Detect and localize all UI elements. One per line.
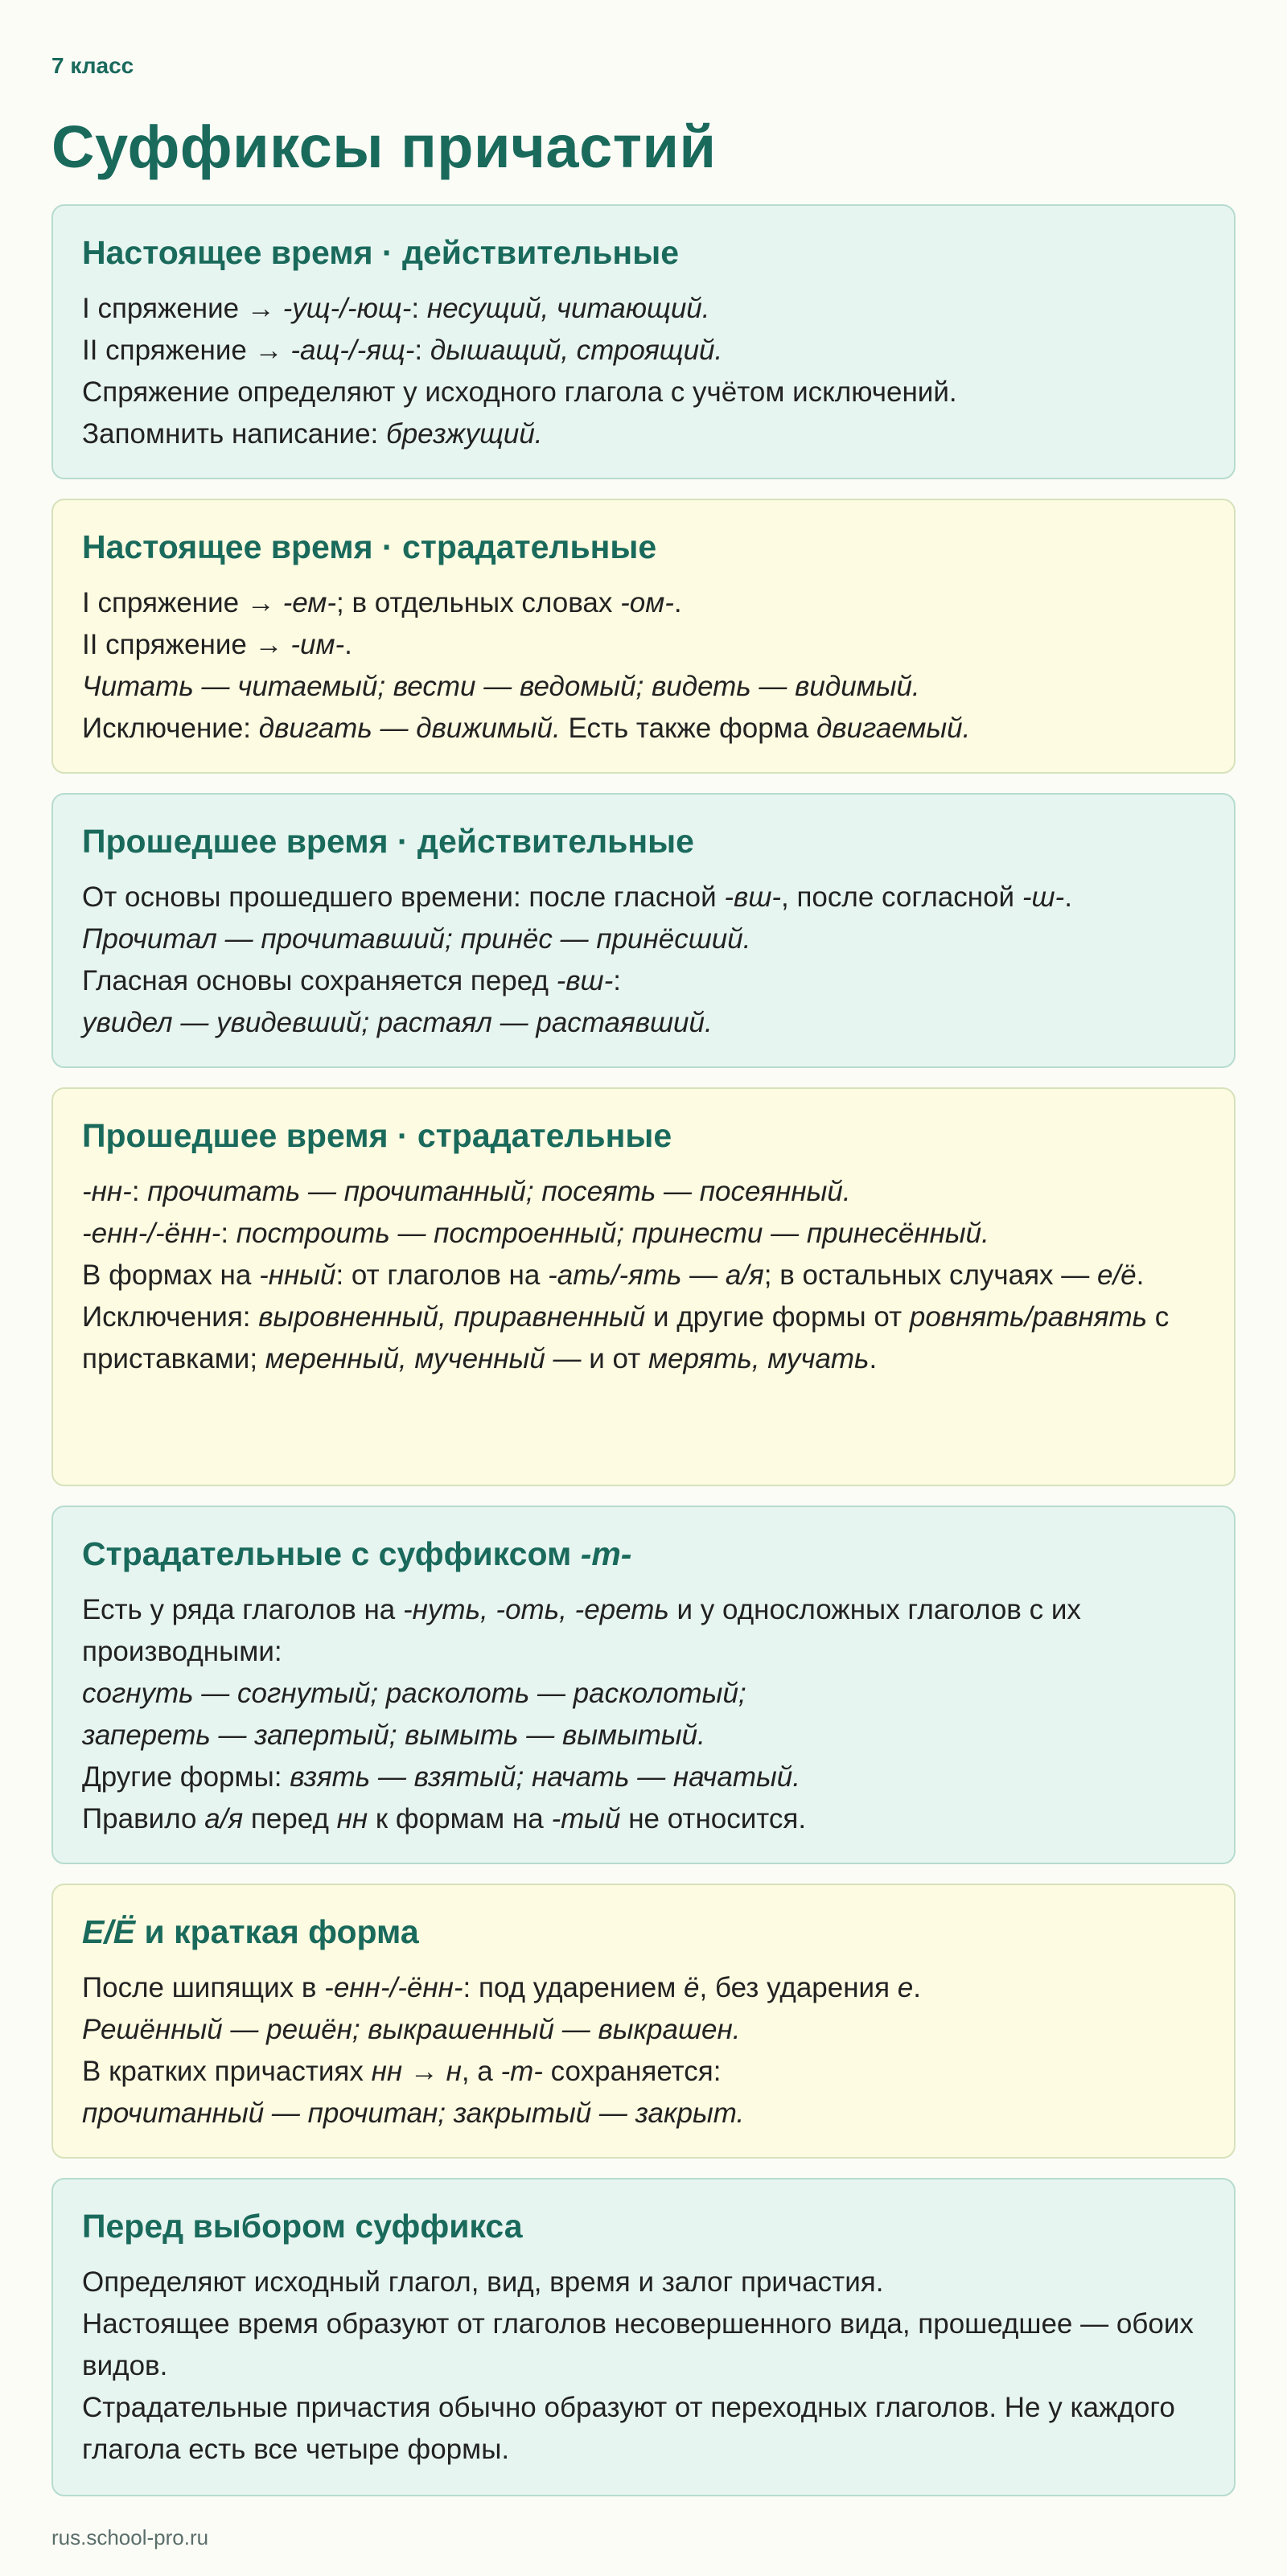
card-title [82, 1111, 1205, 1160]
italic-text: выровненный, приравненный [258, 1301, 646, 1333]
italic-text: мерять, мучать [648, 1343, 870, 1374]
italic-text: -вш- [556, 965, 614, 996]
italic-text: -т- [500, 2056, 543, 2087]
italic-text: -ом- [620, 587, 674, 618]
text-run: ; в отдельных словах [336, 587, 621, 618]
text-run: Страдательные с суффиксом [82, 1535, 581, 1572]
italic-text: согнуть — согнутый; расколоть — расколотый; [82, 1678, 746, 1709]
card-title [82, 523, 1205, 571]
text-line [82, 1296, 1205, 1380]
italic-text: Прочитал — прочитавший; принёс — принёсший. [82, 923, 751, 955]
text-run: II спряжение → [82, 335, 291, 366]
italic-text: а/я [725, 1259, 764, 1291]
italic-text: -ащ-/-ящ- [290, 335, 415, 366]
italic-text: -нуть, -оть, -ереть [403, 1594, 669, 1625]
card-present-passive [51, 499, 1236, 774]
italic-text: несущий, читающий. [426, 293, 710, 324]
text-line [82, 624, 1205, 666]
text-run: Настоящее время · страдательные [82, 528, 657, 565]
italic-text: двигаемый. [816, 713, 971, 744]
text-run: , а [461, 2056, 501, 2087]
text-run: Есть у ряда глаголов на [82, 1594, 403, 1625]
text-line [82, 2262, 1205, 2303]
text-line [82, 1756, 1205, 1798]
footer-source: rus.school-pro.ru [51, 2525, 209, 2549]
italic-text: Е/Ё [82, 1913, 136, 1950]
card-text [82, 877, 1205, 1044]
text-run: и у односложных глаголов с их производными: [82, 1594, 1081, 1667]
italic-text: е [897, 1972, 914, 2003]
text-run: : [411, 293, 427, 324]
text-run: Правило [82, 1803, 205, 1834]
text-run: . [673, 587, 682, 618]
text-line [82, 1673, 1205, 1715]
card-text [82, 288, 1205, 455]
card-text [82, 582, 1205, 750]
text-run: Прошедшее время · действительные [82, 823, 694, 860]
italic-text: е/ё [1096, 1259, 1137, 1291]
text-line [82, 1255, 1205, 1296]
card-text [82, 1589, 1205, 1840]
text-run: , после согласной [781, 881, 1022, 913]
card-suffix-t [51, 1506, 1236, 1864]
card-text [82, 1171, 1205, 1380]
card-before-choosing [51, 2178, 1236, 2496]
text-run: Спряжение определяют у исходного глагола с учётом исключений. [82, 376, 957, 408]
text-run: Исключения: [82, 1301, 259, 1333]
italic-text: прочитать — прочитанный; посеять — посеянный. [147, 1176, 851, 1207]
grade-label: 7 класс [51, 53, 134, 78]
italic-text: меренный, мученный [265, 1343, 545, 1374]
text-line [82, 960, 1205, 1002]
text-run: : [220, 1218, 236, 1249]
italic-text: -ш- [1022, 881, 1065, 913]
text-run: : [613, 965, 621, 996]
text-run: . [1136, 1259, 1145, 1291]
text-run: Есть также форма [560, 713, 816, 744]
card-title [82, 817, 1205, 865]
text-run: перед [243, 1803, 337, 1834]
text-run: Перед выбором суффикса [82, 2208, 523, 2245]
card-title [82, 2202, 1205, 2250]
text-run: не относится. [620, 1803, 807, 1834]
italic-text: -енн-/-ённ- [82, 1218, 221, 1249]
text-run: Прошедшее время · страдательные [82, 1117, 672, 1154]
text-line [82, 1213, 1205, 1255]
italic-text: дышащий, строящий. [430, 335, 723, 366]
card-text [82, 2262, 1205, 2471]
text-line [82, 1171, 1205, 1213]
text-run: — и от [545, 1343, 648, 1374]
text-line [82, 2051, 1205, 2093]
italic-text: -вш- [724, 881, 782, 913]
italic-text: Читать — читаемый; вести — ведомый; видеть — видимый. [82, 671, 920, 702]
text-run: I спряжение → [82, 587, 283, 618]
text-run: Настоящее время образуют от глаголов несовершенного вида, прошедшее — обоих видов. [82, 2308, 1194, 2381]
text-run: После шипящих в [82, 1972, 325, 2003]
text-run: Определяют исходный глагол, вид, время и залог причастия. [82, 2266, 884, 2298]
italic-text: прочитанный — прочитан; закрытый — закрыт. [82, 2097, 745, 2129]
card-title [82, 1908, 1205, 1956]
card-title [82, 228, 1205, 277]
card-title [82, 1530, 1205, 1578]
text-run: Страдательные причастия обычно образуют от переходных глаголов. Не у каждого глагола есть все четыре формы. [82, 2392, 1175, 2465]
text-line [82, 2387, 1205, 2471]
text-run: Исключение: [82, 713, 259, 744]
text-run: От основы прошедшего времени: после гласной [82, 881, 725, 913]
text-run: — [681, 1259, 726, 1291]
italic-text: нн [336, 1803, 368, 1834]
text-run: В формах на [82, 1259, 260, 1291]
italic-text: брезжущий. [386, 418, 543, 450]
italic-text: нн → н [371, 2056, 462, 2087]
italic-text: запереть — запертый; вымыть — вымытый. [82, 1719, 705, 1751]
italic-text: -им- [290, 629, 345, 660]
text-line [82, 1715, 1205, 1756]
text-run: II спряжение → [82, 629, 291, 660]
italic-text: -нн- [82, 1176, 132, 1207]
text-run: . [869, 1343, 878, 1374]
text-line [82, 582, 1205, 624]
card-past-passive [51, 1087, 1236, 1486]
text-line [82, 1589, 1205, 1673]
text-run: и краткая форма [135, 1913, 419, 1950]
text-line [82, 372, 1205, 413]
text-line [82, 288, 1205, 330]
italic-text: -тый [551, 1803, 621, 1834]
card-past-active [51, 793, 1236, 1068]
italic-text: -т- [580, 1535, 632, 1572]
text-run: Гласная основы сохраняется перед [82, 965, 557, 996]
text-run: Настоящее время · действительные [82, 234, 680, 271]
text-line [82, 2009, 1205, 2051]
text-run: : под ударением [463, 1972, 685, 2003]
text-line [82, 413, 1205, 455]
card-present-active [51, 204, 1236, 479]
text-line [82, 1798, 1205, 1840]
italic-text: двигать — движимый. [258, 713, 561, 744]
text-run: с приставками; [82, 1301, 1170, 1374]
text-line [82, 330, 1205, 372]
italic-text: -ать/-ять [548, 1259, 682, 1291]
text-run: . [344, 629, 352, 660]
page-title: Суффиксы причастий [51, 113, 717, 180]
text-run: : [414, 335, 430, 366]
italic-text: ё [684, 1972, 700, 2003]
italic-text: Решённый — решён; выкрашенный — выкрашен. [82, 2014, 741, 2045]
text-run: ; в остальных случаях — [763, 1259, 1097, 1291]
italic-text: а/я [204, 1803, 244, 1834]
text-run: Другие формы: [82, 1761, 290, 1793]
card-e-yo-short-form [51, 1884, 1236, 2159]
text-line [82, 2303, 1205, 2387]
text-run: . [913, 1972, 921, 2003]
text-line [82, 2093, 1205, 2134]
text-run: I спряжение → [82, 293, 283, 324]
italic-text: -ем- [282, 587, 336, 618]
text-run: , без ударения [699, 1972, 898, 2003]
text-line [82, 708, 1205, 750]
text-run: сохраняется: [542, 2056, 722, 2087]
italic-text: ровнять/равнять [909, 1301, 1148, 1333]
text-run: к формам на [368, 1803, 552, 1834]
text-run: В кратких причастиях [82, 2056, 372, 2087]
text-run: : от глаголов на [335, 1259, 549, 1291]
italic-text: построить — построенный; принести — принесённый. [236, 1218, 989, 1249]
italic-text: -нный [259, 1259, 336, 1291]
italic-text: -енн-/-ённ- [324, 1972, 463, 2003]
text-run: и другие формы от [645, 1301, 910, 1333]
text-run: . [1064, 881, 1072, 913]
text-run: Запомнить написание: [82, 418, 387, 450]
text-run: : [131, 1176, 148, 1207]
text-line [82, 666, 1205, 708]
card-text [82, 1967, 1205, 2134]
text-line [82, 918, 1205, 960]
text-line [82, 1002, 1205, 1044]
text-line [82, 1967, 1205, 2009]
text-line [82, 877, 1205, 918]
italic-text: -ущ-/-ющ- [282, 293, 412, 324]
italic-text: взять — взятый; начать — начатый. [290, 1761, 800, 1793]
italic-text: увидел — увидевший; растаял — растаявший. [82, 1007, 713, 1038]
